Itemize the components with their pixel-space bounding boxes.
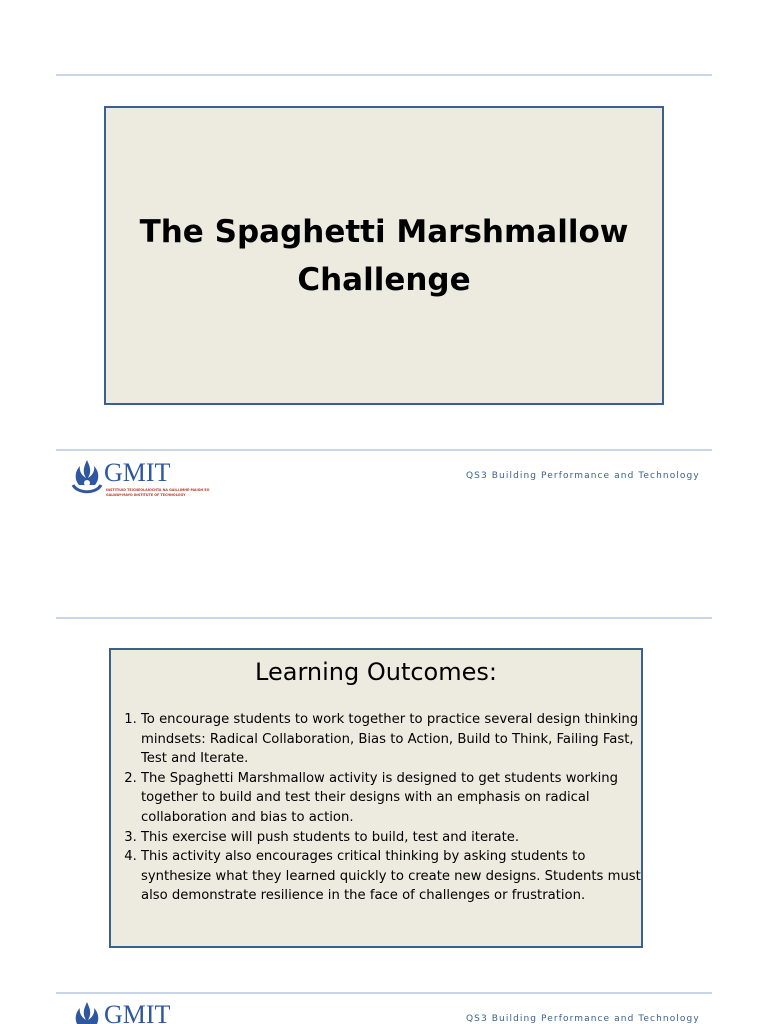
gmit-flame-crest-icon bbox=[70, 1000, 104, 1024]
logo-wordmark: GMIT bbox=[104, 458, 171, 487]
gmit-flame-crest-icon bbox=[70, 458, 104, 498]
bottom-rule-page-2 bbox=[56, 992, 712, 994]
gmit-logo bbox=[70, 458, 210, 502]
outcome-item: 4. This activity also encourages critical thinking by asking students to synthesize what they learned quickly to create new designs. Students must also demonstrate resilience in the face of challenges or frustration. bbox=[141, 847, 657, 906]
slide-title-line-1: The Spaghetti Marshmallow bbox=[139, 214, 629, 250]
gmit-logo-page-2 bbox=[70, 1000, 210, 1024]
outcome-item: 2. The Spaghetti Marshmallow activity is designed to get students working together to build and test their designs with an emphasis on radical collaboration and bias to action. bbox=[141, 769, 657, 828]
top-rule-page-1 bbox=[56, 74, 712, 76]
learning-outcomes-slide bbox=[109, 648, 643, 948]
logo-subline-irish: INSTITIÚID TEICNEOLAÍOCHTA NA GAILLIMHE-MAIGH EO bbox=[106, 488, 210, 492]
learning-outcomes-heading: Learning Outcomes: bbox=[255, 658, 497, 686]
footer-course-title-page-2: QS3 Building Performance and Technology bbox=[466, 1014, 700, 1024]
title-slide bbox=[104, 106, 664, 405]
top-rule-page-2 bbox=[56, 617, 712, 619]
logo-wordmark: GMIT bbox=[104, 1000, 171, 1024]
slide-title-line-2: Challenge bbox=[297, 262, 471, 298]
learning-outcomes-list bbox=[117, 710, 657, 906]
bottom-rule-page-1 bbox=[56, 449, 712, 451]
footer-course-title: QS3 Building Performance and Technology bbox=[466, 471, 700, 481]
logo-subline-english: GALWAY-MAYO INSTITUTE OF TECHNOLOGY bbox=[106, 493, 186, 497]
outcome-item: 3. This exercise will push students to build, test and iterate. bbox=[141, 828, 657, 848]
outcome-item: 1. To encourage students to work together to practice several design thinking mindsets: Radical Collaboration, Bias to Action, Build to Think, Failing Fast, Test and Iterate. bbox=[141, 710, 657, 769]
